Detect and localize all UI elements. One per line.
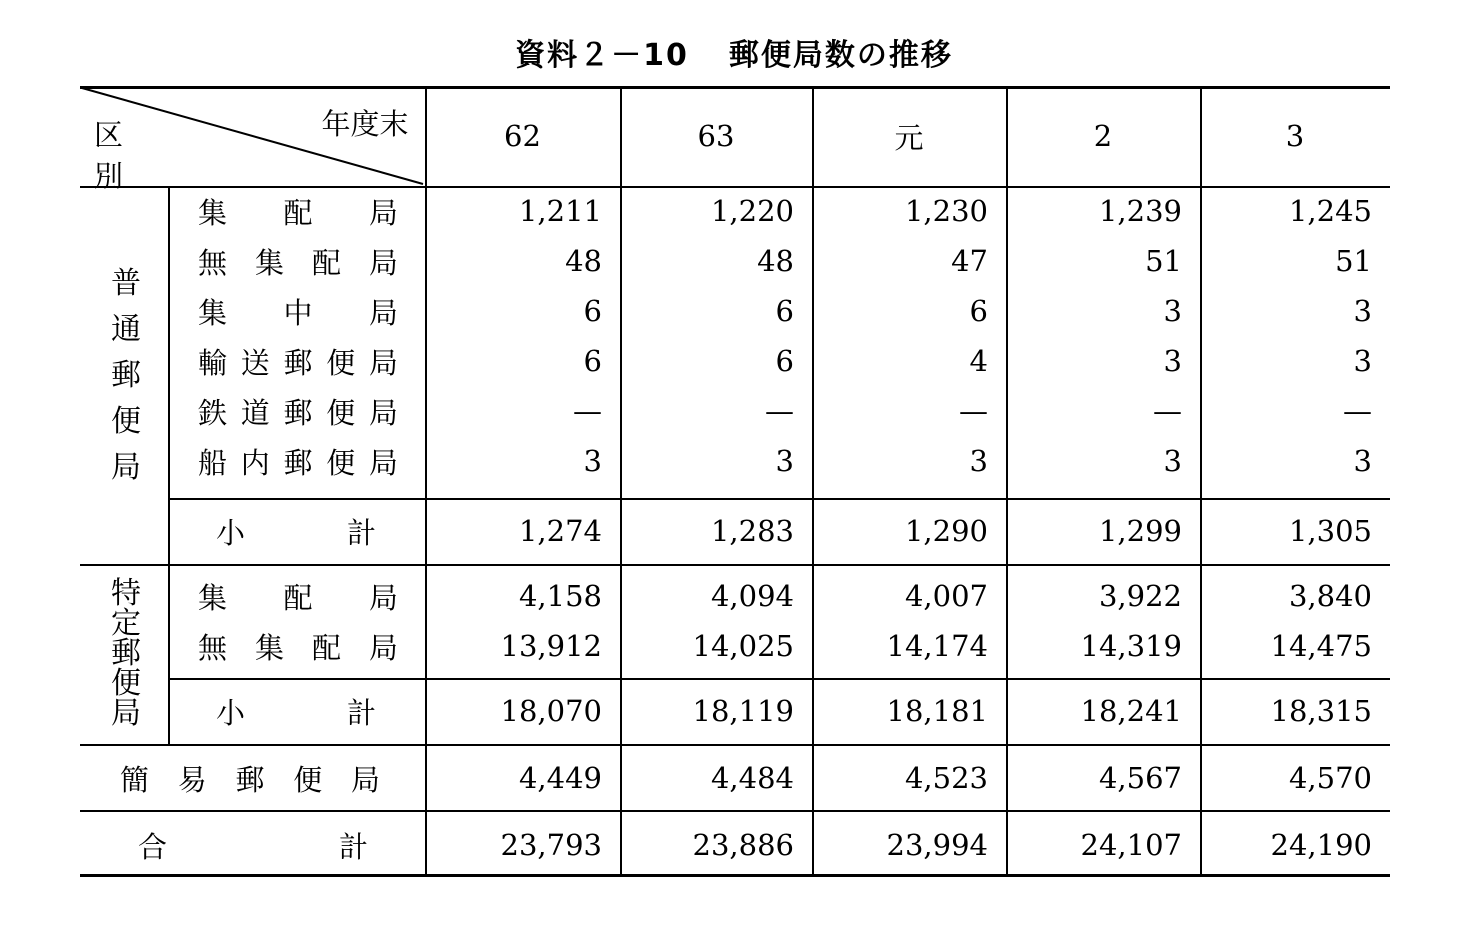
- table-cell: 1,299: [1098, 514, 1182, 548]
- row-label-char: 計: [338, 829, 368, 864]
- row-label-char: 配: [283, 580, 313, 615]
- group-char: 局: [111, 450, 141, 485]
- row-label-char: 郵: [283, 445, 313, 480]
- row-label-char: 計: [346, 695, 376, 730]
- row-label-char: 局: [368, 580, 398, 615]
- table-cell: 4,158: [518, 579, 602, 613]
- title-text: 郵便局数の推移: [728, 38, 953, 73]
- row-label: [198, 286, 398, 336]
- row-label-char: 郵: [235, 762, 265, 797]
- table-cell: 14,025: [692, 629, 794, 663]
- group-label-futsu: [98, 246, 154, 506]
- table-cell: 6: [775, 294, 794, 328]
- table-cell: 6: [969, 294, 988, 328]
- header-corner-top: 年度末: [321, 106, 409, 141]
- grid-vline: [620, 86, 622, 874]
- group-char: 定: [111, 606, 141, 641]
- row-label-char: 輸: [198, 345, 228, 380]
- row-label: [198, 436, 398, 486]
- row-label-char: 郵: [283, 395, 313, 430]
- table-cell: 3: [969, 444, 988, 478]
- year-header: 62: [504, 119, 541, 153]
- table-cell: 4: [969, 344, 988, 378]
- grid-vline: [425, 86, 427, 874]
- header-corner-bottom: 区 別: [94, 118, 146, 193]
- table-cell: 51: [1145, 244, 1182, 278]
- row-label: [216, 501, 376, 561]
- table-cell: 1,290: [904, 514, 988, 548]
- row-label-char: 便: [293, 762, 323, 797]
- row-label-char: 合: [138, 829, 168, 864]
- row-label-char: 計: [346, 515, 376, 550]
- table-cell: 14,319: [1080, 629, 1182, 663]
- table-cell: 51: [1335, 244, 1372, 278]
- row-label-char: 局: [368, 195, 398, 230]
- table-cell: 6: [583, 294, 602, 328]
- row-label: [120, 748, 380, 808]
- table-cell: 1,239: [1098, 194, 1182, 228]
- grid-hline: [168, 678, 1390, 680]
- table-cell: 24,107: [1080, 828, 1182, 862]
- table-cell: 18,181: [886, 694, 988, 728]
- table-cell: 6: [583, 344, 602, 378]
- row-label-char: 配: [283, 195, 313, 230]
- row-label-char: 送: [240, 345, 270, 380]
- row-label-char: 郵: [283, 345, 313, 380]
- row-label-char: 集: [198, 295, 228, 330]
- row-label-char: 局: [368, 295, 398, 330]
- group-char: 特: [111, 576, 141, 611]
- table-cell: 4,007: [904, 579, 988, 613]
- table-cell: 4,094: [710, 579, 794, 613]
- group-char: 郵: [111, 636, 141, 671]
- row-label-char: 鉄: [198, 395, 228, 430]
- row-label-char: 配: [311, 245, 341, 280]
- row-label-char: 集: [198, 580, 228, 615]
- table-cell: 3: [775, 444, 794, 478]
- table-cell: 1,283: [710, 514, 794, 548]
- table-cell: 4,567: [1098, 761, 1182, 795]
- grid-hline: [168, 498, 1390, 500]
- grid-vline: [812, 86, 814, 874]
- row-label-char: 局: [368, 630, 398, 665]
- table-cell: 3: [583, 444, 602, 478]
- table-cell: 3: [1163, 344, 1182, 378]
- row-label-char: 無: [198, 630, 228, 665]
- grid-hline: [80, 86, 1390, 89]
- table-cell: 18,119: [692, 694, 794, 728]
- table-cell: 18,070: [500, 694, 602, 728]
- post-office-table: [80, 86, 1390, 876]
- group-char: 局: [111, 696, 141, 731]
- table-cell: 1,305: [1288, 514, 1372, 548]
- row-label-char: 便: [326, 345, 356, 380]
- grid-vline: [168, 186, 170, 744]
- year-header: 元: [894, 120, 924, 155]
- table-cell: 1,220: [710, 194, 794, 228]
- row-label-char: 局: [350, 762, 380, 797]
- title-prefix: 資料２－10: [515, 38, 689, 73]
- table-cell: 18,241: [1080, 694, 1182, 728]
- group-char: 便: [111, 666, 141, 701]
- row-label-char: 局: [368, 445, 398, 480]
- page-title: [0, 30, 1468, 74]
- table-cell: 1,230: [904, 194, 988, 228]
- table-cell: 1,211: [518, 194, 602, 228]
- year-header: 63: [697, 119, 735, 153]
- row-label-char: 小: [216, 695, 246, 730]
- row-label-char: 局: [368, 395, 398, 430]
- grid-vline: [1200, 86, 1202, 874]
- table-cell: 14,174: [886, 629, 988, 663]
- group-label-tokutei: [98, 574, 154, 734]
- row-label-char: 集: [254, 245, 284, 280]
- table-cell: 3: [1163, 294, 1182, 328]
- year-header: 2: [1093, 119, 1113, 153]
- row-label-char: 便: [326, 445, 356, 480]
- table-cell: —: [573, 394, 602, 428]
- group-char: 普: [111, 266, 141, 301]
- grid-hline: [80, 564, 1390, 566]
- row-label-char: 内: [240, 445, 270, 480]
- row-label-char: 中: [283, 295, 313, 330]
- row-label-char: 集: [198, 195, 228, 230]
- group-char: 便: [111, 404, 141, 439]
- year-header: 3: [1285, 119, 1305, 153]
- row-label-char: 小: [216, 515, 246, 550]
- table-cell: 14,475: [1270, 629, 1372, 663]
- table-cell: 3,840: [1288, 579, 1372, 613]
- grid-vline: [1006, 86, 1008, 874]
- row-label-char: 集: [254, 630, 284, 665]
- table-cell: 3: [1353, 444, 1372, 478]
- table-cell: —: [765, 394, 794, 428]
- group-char: 通: [111, 312, 141, 347]
- grid-hline: [80, 186, 1390, 188]
- table-cell: 3: [1353, 344, 1372, 378]
- row-label: [138, 814, 368, 876]
- group-char: 郵: [111, 358, 141, 393]
- table-cell: 1,245: [1288, 194, 1372, 228]
- row-label: [198, 336, 398, 386]
- table-cell: 23,793: [500, 828, 602, 862]
- table-cell: —: [959, 394, 988, 428]
- row-label: [216, 681, 376, 741]
- row-label: [198, 621, 398, 671]
- table-cell: 4,570: [1288, 761, 1372, 795]
- row-label-char: 易: [177, 762, 207, 797]
- table-cell: 4,449: [518, 761, 602, 795]
- table-cell: 23,886: [692, 828, 794, 862]
- table-cell: 13,912: [500, 629, 602, 663]
- table-cell: 3: [1353, 294, 1372, 328]
- table-cell: 6: [775, 344, 794, 378]
- table-cell: 4,484: [710, 761, 794, 795]
- table-cell: 24,190: [1270, 828, 1372, 862]
- row-label-char: 簡: [120, 762, 150, 797]
- row-label: [198, 386, 398, 436]
- table-cell: 4,523: [904, 761, 988, 795]
- table-cell: 18,315: [1270, 694, 1372, 728]
- table-cell: 48: [757, 244, 794, 278]
- grid-hline: [80, 744, 1390, 746]
- row-label-char: 局: [368, 245, 398, 280]
- row-label-char: 配: [311, 630, 341, 665]
- row-label: [198, 186, 398, 236]
- row-label-char: 便: [326, 395, 356, 430]
- row-label-char: 無: [198, 245, 228, 280]
- table-cell: 48: [565, 244, 602, 278]
- row-label-char: 道: [240, 395, 270, 430]
- row-label-char: 船: [198, 445, 228, 480]
- table-cell: 3: [1163, 444, 1182, 478]
- table-cell: —: [1343, 394, 1372, 428]
- row-label: [198, 571, 398, 621]
- table-cell: 23,994: [886, 828, 988, 862]
- table-cell: 1,274: [518, 514, 602, 548]
- row-label-char: 局: [368, 345, 398, 380]
- grid-hline: [80, 810, 1390, 812]
- table-cell: 3,922: [1098, 579, 1182, 613]
- table-cell: —: [1153, 394, 1182, 428]
- table-cell: 47: [951, 244, 988, 278]
- row-label: [198, 236, 398, 286]
- grid-hline: [80, 874, 1390, 877]
